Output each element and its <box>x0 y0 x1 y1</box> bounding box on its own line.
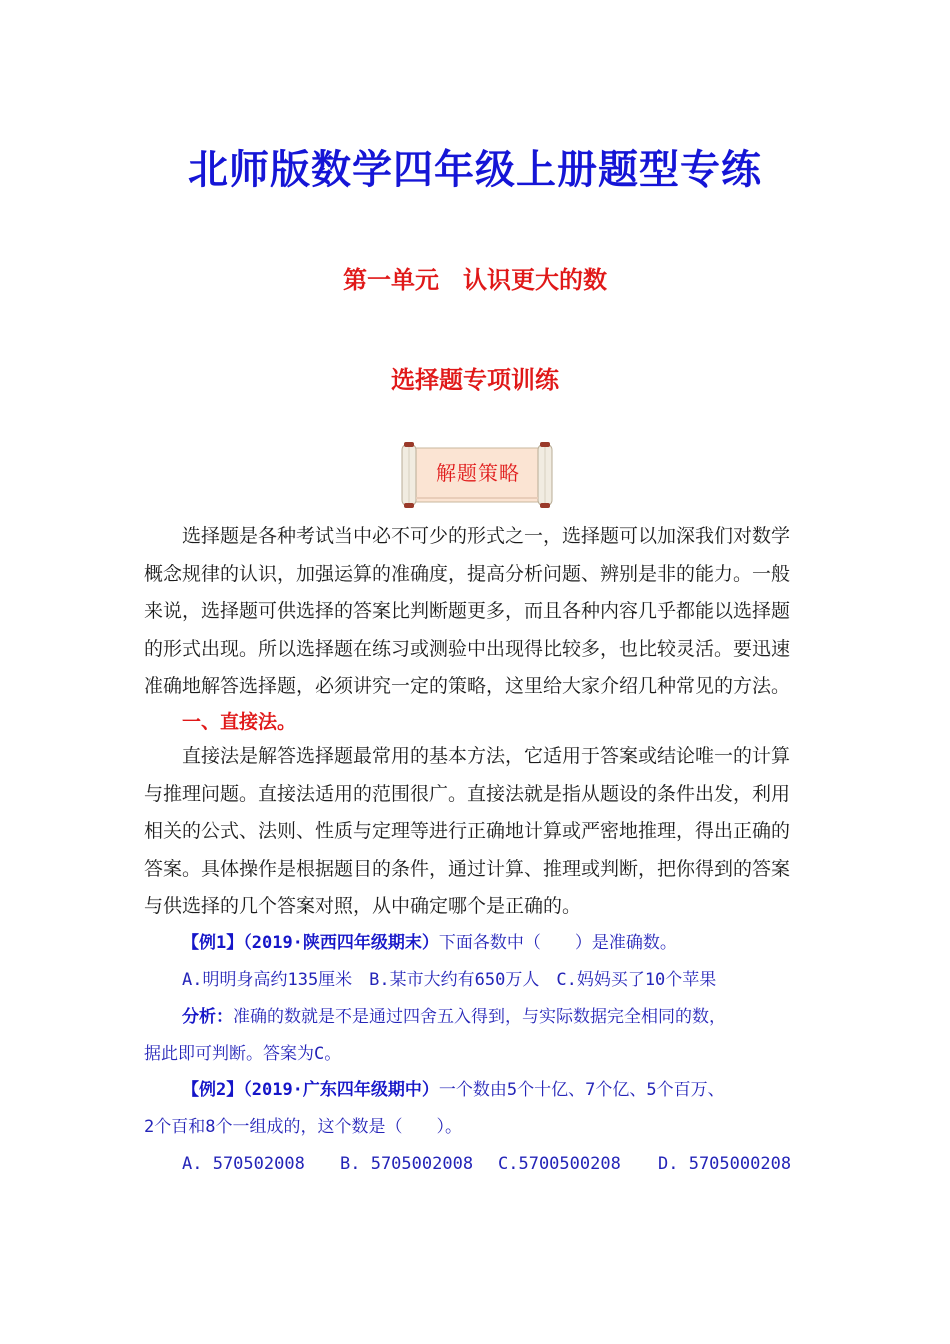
direct-line: 相关的公式、法则、性质与定理等进行正确地计算或严密地推理，得出正确的 <box>144 820 791 842</box>
direct-line: 与供选择的几个答案对照，从中确定哪个是正确的。 <box>144 895 582 917</box>
example-1-tag: 【例1】（2019·陕西四年级期末） <box>182 933 439 953</box>
strategy-banner <box>398 442 556 508</box>
intro-line: 的形式出现。所以选择题在练习或测验中出现得比较多，也比较灵活。要迅速 <box>144 637 791 660</box>
example-2-tag: 【例2】（2019·广东四年级期中） <box>182 1080 439 1100</box>
option-a: A. 570502008 <box>182 1154 305 1174</box>
example-2-options <box>144 1146 824 1183</box>
option-b: B. 5705002008 <box>340 1154 474 1174</box>
unit-title: 第一单元 认识更大的数 <box>343 266 607 294</box>
example-2-question-cont: 2个百和8个一组成的，这个数是（ ）。 <box>144 1117 462 1137</box>
section-heading-direct-method: 一、直接法。 <box>182 711 297 733</box>
banner-label: 解题策略 <box>436 461 520 485</box>
example-1-question <box>144 925 824 962</box>
analysis-tag: 分析： <box>182 1007 233 1027</box>
intro-paragraph <box>144 518 804 706</box>
option-c: C.5700500208 <box>498 1154 621 1174</box>
example-1-analysis-cont: 据此即可判断。答案为C。 <box>144 1044 342 1064</box>
example-1-options: A.明明身高约135厘米 B.某市大约有650万人 C.妈妈买了10个苹果 <box>182 970 717 990</box>
direct-line: 答案。具体操作是根据题目的条件，通过计算、推理或判断，把你得到的答案 <box>144 857 791 880</box>
direct-method-paragraph <box>144 738 804 926</box>
intro-line: 准确地解答选择题，必须讲究一定的策略，这里给大家介绍几种常见的方法。 <box>144 675 791 697</box>
example-1-analysis <box>144 999 824 1036</box>
main-title: 北师版数学四年级上册题型专练 <box>188 147 762 193</box>
intro-line: 来说，选择题可供选择的答案比判断题更多，而且各种内容几乎都能以选择题 <box>144 600 791 622</box>
intro-line: 选择题是各种考试当中必不可少的形式之一，选择题可以加深我们对数学 <box>182 525 791 547</box>
example-1-question-text: 下面各数中（ ）是准确数。 <box>438 933 677 953</box>
analysis-text: 准确的数就是不是通过四舍五入得到，与实际数据完全相同的数， <box>233 1007 726 1027</box>
intro-line: 概念规律的认识，加强运算的准确度，提高分析问题、辨别是非的能力。一般 <box>144 562 791 585</box>
example-2-question <box>144 1072 824 1109</box>
direct-line: 直接法是解答选择题最常用的基本方法，它适用于答案或结论唯一的计算 <box>182 745 791 767</box>
direct-line: 与推理问题。直接法适用的范围很广。直接法就是指从题设的条件出发，利用 <box>144 782 791 805</box>
option-d: D. 5705000208 <box>658 1154 792 1174</box>
example-1 <box>144 925 824 1073</box>
section-title: 选择题专项训练 <box>391 366 559 394</box>
example-2-question-text: 一个数由5个十亿、7个亿、5个百万、 <box>438 1080 725 1100</box>
example-2 <box>144 1072 824 1183</box>
